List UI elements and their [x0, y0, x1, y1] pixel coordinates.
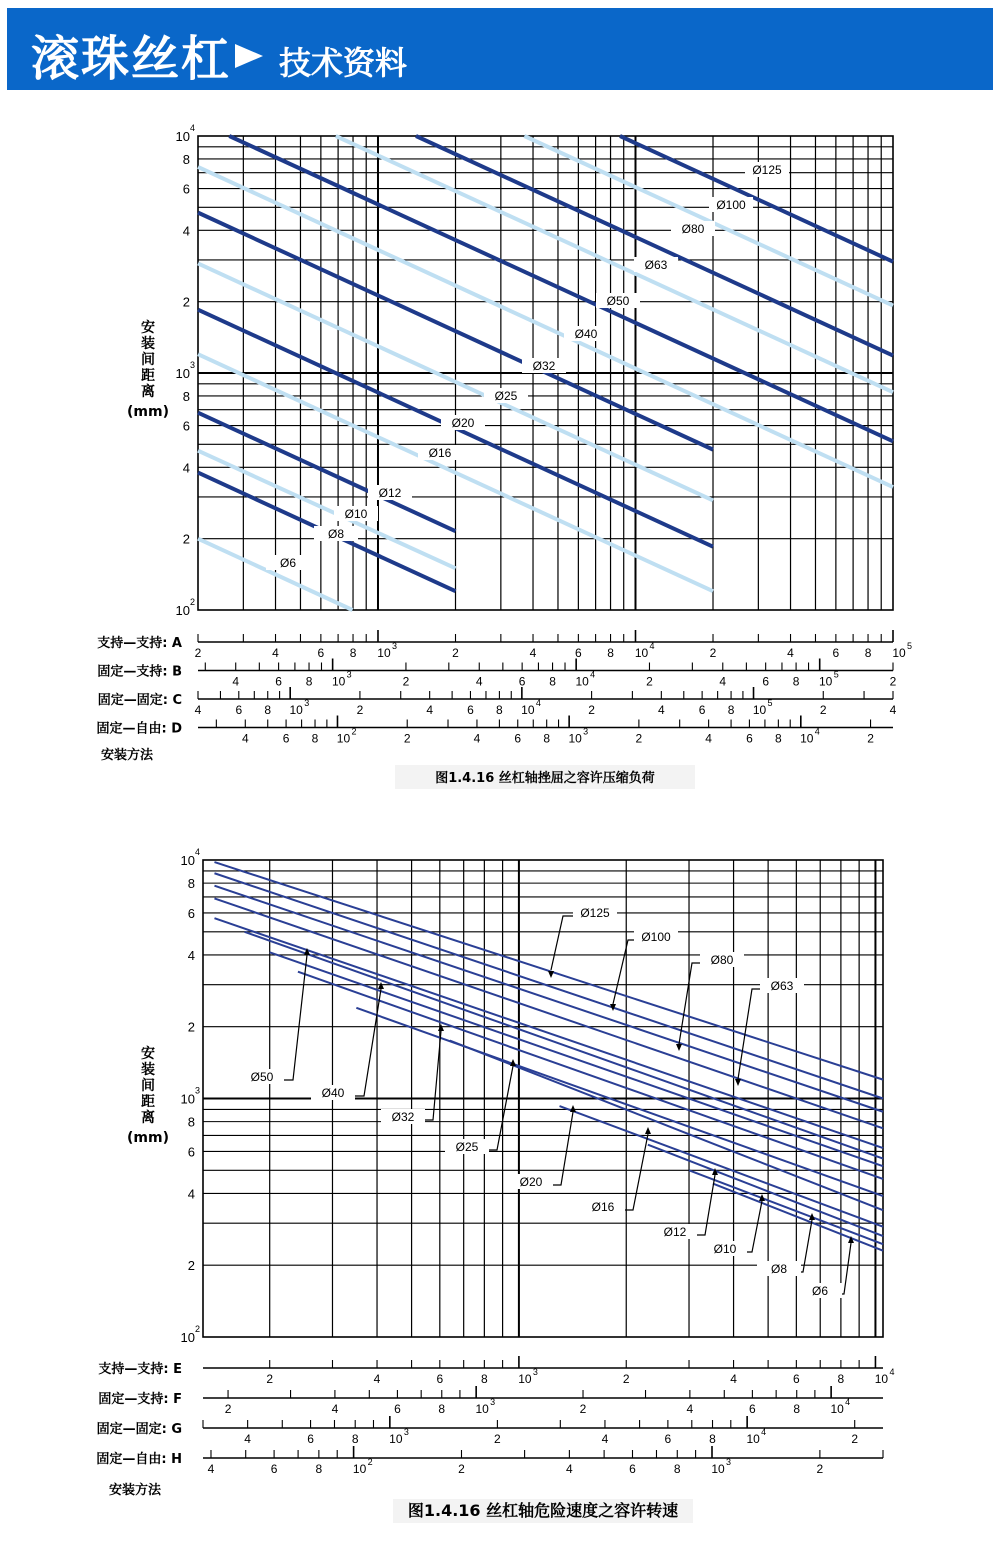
x-tick-label: 6 — [467, 703, 474, 717]
x-tick-label: 2 — [458, 1462, 465, 1476]
y-tick-label: 2 — [187, 1019, 195, 1035]
x-tick-label: 4 — [241, 731, 249, 746]
label-leader — [425, 1031, 441, 1120]
x-tick-label: 4 — [529, 646, 537, 660]
x-tick-label: 4 — [373, 1372, 381, 1386]
x-tick-label: 6 — [275, 674, 282, 689]
y-tick-label: 2 — [187, 1258, 195, 1274]
x-tick-label: 4 — [194, 703, 202, 717]
x-tick-label: 6 — [282, 731, 290, 746]
x-tick-label: 4 — [601, 1432, 609, 1446]
series-label: Ø16 — [591, 1200, 615, 1214]
x-axis-label: 固定—支持: F — [98, 1392, 182, 1407]
y-tick-label: 8 — [187, 1114, 195, 1130]
x-tick-label: 8 — [673, 1462, 681, 1476]
x-tick-label: 4 — [705, 731, 712, 746]
label-leader — [625, 1134, 648, 1210]
series-label: Ø50 — [250, 1070, 274, 1084]
arrow-right-icon — [235, 44, 263, 68]
series-label: Ø32 — [532, 359, 556, 373]
x-tick-label: 6 — [518, 674, 526, 689]
series-label: Ø63 — [770, 979, 794, 993]
x-tick-label: 4 — [207, 1462, 215, 1476]
label-leader — [489, 1066, 513, 1150]
x-tick-sup: 4 — [649, 641, 655, 651]
x-tick-sup: 3 — [403, 1427, 409, 1437]
x-tick-label: 10 — [389, 1432, 403, 1446]
x-tick-label: 6 — [575, 646, 582, 660]
series-label: Ø40 — [321, 1086, 345, 1100]
x-tick-sup: 4 — [845, 1397, 851, 1407]
x-tick-label: 8 — [864, 646, 872, 660]
x-tick-sup: 5 — [833, 669, 839, 680]
y-tick-sup: 4 — [190, 123, 196, 133]
x-tick-label: 2 — [622, 1372, 630, 1386]
series-line — [198, 413, 456, 532]
x-tick-label: 4 — [566, 1462, 573, 1476]
x-tick-label: 8 — [709, 1432, 716, 1446]
x-tick-label: 2 — [816, 1462, 824, 1476]
series-line — [214, 918, 883, 1148]
y-tick-label: 10 — [175, 129, 190, 144]
x-tick-sup: 3 — [346, 669, 352, 680]
x-tick-label: 10 — [377, 646, 391, 660]
x-tick-label: 2 — [635, 731, 643, 746]
x-tick-label: 4 — [787, 646, 794, 660]
y-tick-label: 8 — [182, 151, 190, 167]
label-leader — [697, 1175, 715, 1235]
series-line — [416, 136, 893, 356]
x-tick-label: 8 — [351, 1432, 359, 1446]
series-label: Ø8 — [770, 1262, 788, 1276]
x-tick-label: 10 — [518, 1372, 532, 1386]
x-tick-label: 10 — [711, 1462, 725, 1476]
series-line — [336, 136, 893, 392]
series-label: Ø100 — [716, 198, 746, 212]
x-tick-label: 4 — [475, 674, 483, 689]
x-tick-label: 10 — [752, 703, 767, 717]
x-tick-label: 8 — [727, 703, 735, 717]
y-tick-label: 10 — [180, 1091, 195, 1107]
x-tick-label: 10 — [352, 1462, 367, 1476]
x-tick-label: 2 — [709, 646, 717, 660]
x-tick-sup: 4 — [889, 1367, 895, 1377]
header-title: 滚珠丝杠 — [31, 31, 232, 87]
label-arrowhead — [645, 1127, 651, 1134]
x-tick-label: 4 — [232, 674, 240, 689]
x-tick-label: 10 — [746, 1432, 760, 1446]
x-tick-sup: 2 — [351, 726, 357, 737]
series-label: Ø125 — [752, 163, 782, 177]
series-label: Ø80 — [681, 222, 705, 236]
x-tick-label: 10 — [819, 674, 833, 689]
x-tick-label: 10 — [634, 646, 649, 660]
y-tick-sup: 2 — [190, 597, 196, 607]
y-tick-label: 10 — [175, 603, 190, 618]
x-tick-label: 10 — [331, 674, 346, 689]
series-label: Ø12 — [378, 486, 402, 500]
y-tick-sup: 3 — [190, 360, 196, 370]
x-tick-label: 2 — [402, 674, 410, 689]
y-tick-sup: 3 — [195, 1085, 201, 1096]
series-label: Ø20 — [519, 1175, 543, 1189]
x-tick-label: 8 — [481, 1372, 488, 1386]
x-tick-label: 8 — [438, 1402, 446, 1416]
series-line — [214, 862, 883, 1080]
x-tick-label: 6 — [394, 1402, 401, 1416]
x-tick-label: 2 — [266, 1372, 274, 1386]
x-tick-label: 6 — [832, 646, 840, 660]
x-tick-label: 6 — [749, 1402, 756, 1416]
series-label: Ø6 — [279, 556, 297, 570]
x-tick-label: 6 — [664, 1432, 672, 1446]
x-tick-label: 8 — [315, 1462, 323, 1476]
x-tick-label: 6 — [746, 731, 753, 746]
label-leader — [747, 1201, 762, 1252]
x-tick-label: 8 — [792, 674, 800, 689]
x-tick-label: 6 — [514, 731, 522, 746]
series-label: Ø20 — [451, 416, 475, 430]
x-tick-label: 10 — [475, 1402, 489, 1416]
x-tick-label: 4 — [473, 731, 481, 746]
x-tick-label: 10 — [830, 1402, 844, 1416]
x-tick-sup: 4 — [761, 1427, 767, 1437]
x-tick-label: 8 — [349, 646, 357, 660]
x-tick-label: 6 — [793, 1372, 800, 1386]
x-axis-label: 固定—固定: C — [97, 693, 182, 708]
header-subtitle: 技术资料 — [279, 44, 408, 82]
x-tick-label: 6 — [762, 674, 770, 689]
x-tick-label: 6 — [270, 1462, 278, 1476]
x-tick-sup: 3 — [490, 1397, 496, 1407]
series-label: Ø32 — [391, 1110, 415, 1124]
x-tick-label: 2 — [494, 1432, 501, 1446]
y-tick-label: 10 — [180, 1330, 195, 1345]
x-tick-label: 10 — [874, 1372, 889, 1386]
y-tick-label: 6 — [182, 418, 190, 434]
x-tick-label: 8 — [793, 1402, 801, 1416]
y-tick-label: 4 — [187, 1186, 195, 1202]
y-axis-title: 安装间距离(mm) — [127, 1046, 169, 1146]
series-label: Ø10 — [713, 1242, 737, 1256]
x-axis-label: 固定—自由: D — [96, 721, 182, 737]
x-tick-label: 8 — [607, 646, 614, 660]
x-tick-label: 10 — [800, 731, 814, 746]
x-tick-sup: 3 — [532, 1367, 538, 1377]
x-tick-label: 8 — [305, 674, 313, 689]
series-label: Ø80 — [710, 953, 734, 967]
y-tick-label: 4 — [187, 947, 195, 963]
critical-speed-chart — [0, 830, 1000, 1530]
x-tick-label: 2 — [867, 731, 874, 746]
x-tick-label: 8 — [543, 731, 551, 746]
x-tick-label: 6 — [235, 703, 243, 717]
y-tick-label: 2 — [182, 294, 190, 310]
x-tick-label: 10 — [568, 731, 582, 746]
x-tick-label: 2 — [356, 703, 364, 717]
x-tick-label: 4 — [657, 703, 665, 717]
x-tick-label: 10 — [336, 731, 351, 746]
x-tick-label: 4 — [686, 1402, 694, 1416]
chart-caption: 图1.4.16 丝杠轴挫屈之容许压缩负荷 — [435, 771, 655, 786]
x-tick-sup: 3 — [391, 641, 398, 651]
x-tick-label: 6 — [436, 1372, 444, 1386]
y-tick-label: 2 — [182, 531, 190, 547]
series-label: Ø50 — [606, 294, 630, 308]
x-tick-label: 2 — [851, 1432, 859, 1446]
x-tick-label: 4 — [244, 1432, 251, 1446]
x-tick-label: 2 — [403, 731, 411, 746]
x-tick-label: 4 — [889, 703, 897, 717]
x-tick-label: 10 — [521, 703, 535, 717]
series-lines — [214, 862, 883, 1251]
series-label: Ø63 — [644, 258, 668, 272]
series-line — [214, 886, 883, 1112]
x-tick-label: 4 — [719, 674, 727, 689]
y-tick-label: 6 — [182, 181, 190, 197]
x-tick-sup: 4 — [814, 726, 820, 737]
x-axis-label: 支持—支持: A — [97, 636, 182, 651]
x-tick-label: 4 — [331, 1402, 339, 1416]
x-tick-sup: 4 — [590, 669, 596, 680]
x-tick-label: 2 — [646, 674, 653, 689]
label-leader — [551, 916, 573, 970]
label-arrowhead — [735, 1079, 741, 1086]
chart-caption: 图1.4.16 丝杠轴危险速度之容许转速 — [407, 1501, 679, 1520]
x-tick-sup: 5 — [907, 641, 913, 651]
x-tick-sup: 3 — [583, 726, 589, 737]
x-axis-title: 安装方法 — [108, 1483, 162, 1498]
label-arrowhead — [378, 982, 384, 989]
x-tick-label: 2 — [224, 1402, 232, 1416]
x-tick-label: 2 — [819, 703, 827, 717]
x-tick-label: 10 — [575, 674, 589, 689]
x-tick-label: 8 — [496, 703, 503, 717]
x-tick-label: 2 — [194, 646, 202, 660]
series-label: Ø8 — [327, 527, 345, 541]
series-label: Ø125 — [580, 906, 610, 920]
x-axis-label: 固定—支持: B — [97, 664, 182, 680]
x-tick-label: 4 — [730, 1372, 737, 1386]
y-axis-title: 安装间距离(mm) — [127, 320, 169, 420]
series-line — [524, 136, 893, 306]
y-tick-label: 6 — [187, 1144, 195, 1160]
label-arrowhead — [548, 971, 554, 978]
x-tick-sup: 3 — [726, 1457, 732, 1467]
label-arrowhead — [676, 1044, 682, 1051]
x-tick-label: 2 — [579, 1402, 587, 1416]
x-tick-label: 4 — [272, 646, 279, 660]
series-label: Ø16 — [428, 446, 452, 460]
x-axis-label: 固定—自由: H — [96, 1452, 182, 1467]
x-tick-label: 6 — [317, 646, 325, 660]
label-arrowhead — [570, 1105, 576, 1112]
label-leader — [553, 1112, 573, 1185]
x-tick-label: 6 — [698, 703, 706, 717]
x-tick-label: 2 — [889, 674, 897, 689]
series-line — [198, 451, 456, 569]
series-label: Ø10 — [344, 507, 368, 521]
x-tick-sup: 3 — [304, 698, 310, 708]
series-label: Ø40 — [574, 327, 598, 341]
x-tick-sup: 4 — [535, 698, 541, 708]
y-tick-sup: 2 — [195, 1324, 201, 1334]
x-tick-label: 8 — [311, 731, 319, 746]
x-axis-label: 固定—固定: G — [96, 1422, 182, 1437]
x-tick-sup: 2 — [367, 1457, 373, 1467]
x-tick-label: 8 — [837, 1372, 845, 1386]
series-label: Ø25 — [494, 389, 518, 403]
x-tick-label: 4 — [426, 703, 434, 717]
page-header — [7, 8, 993, 90]
x-axis-label: 支持—支持: E — [98, 1362, 182, 1377]
series-line — [298, 972, 883, 1179]
x-tick-label: 8 — [549, 674, 556, 689]
series-label: Ø100 — [641, 930, 671, 944]
y-tick-sup: 4 — [195, 847, 201, 857]
series-label: Ø25 — [455, 1140, 479, 1154]
buckling-load-chart — [0, 100, 1000, 800]
x-axis-title: 安装方法 — [100, 748, 154, 763]
series-line — [245, 932, 883, 1159]
series-label: Ø12 — [663, 1225, 687, 1239]
x-tick-label: 6 — [629, 1462, 636, 1476]
x-tick-label: 8 — [264, 703, 272, 717]
x-tick-sup: 5 — [767, 698, 773, 708]
y-tick-label: 10 — [180, 853, 195, 868]
y-tick-label: 8 — [182, 388, 190, 404]
series-line — [689, 1170, 883, 1244]
y-tick-label: 4 — [182, 460, 190, 476]
x-tick-label: 8 — [775, 731, 782, 746]
y-tick-label: 6 — [187, 905, 195, 921]
x-tick-label: 6 — [307, 1432, 314, 1446]
label-arrowhead — [438, 1024, 444, 1031]
series-label: Ø6 — [811, 1284, 829, 1298]
x-tick-label: 2 — [452, 646, 459, 660]
series-line — [648, 1145, 883, 1236]
y-tick-label: 10 — [175, 366, 190, 381]
x-tick-label: 2 — [588, 703, 595, 717]
x-tick-label: 10 — [892, 646, 906, 660]
x-tick-label: 10 — [289, 703, 303, 717]
y-tick-label: 8 — [187, 876, 195, 892]
y-tick-label: 4 — [182, 223, 190, 239]
